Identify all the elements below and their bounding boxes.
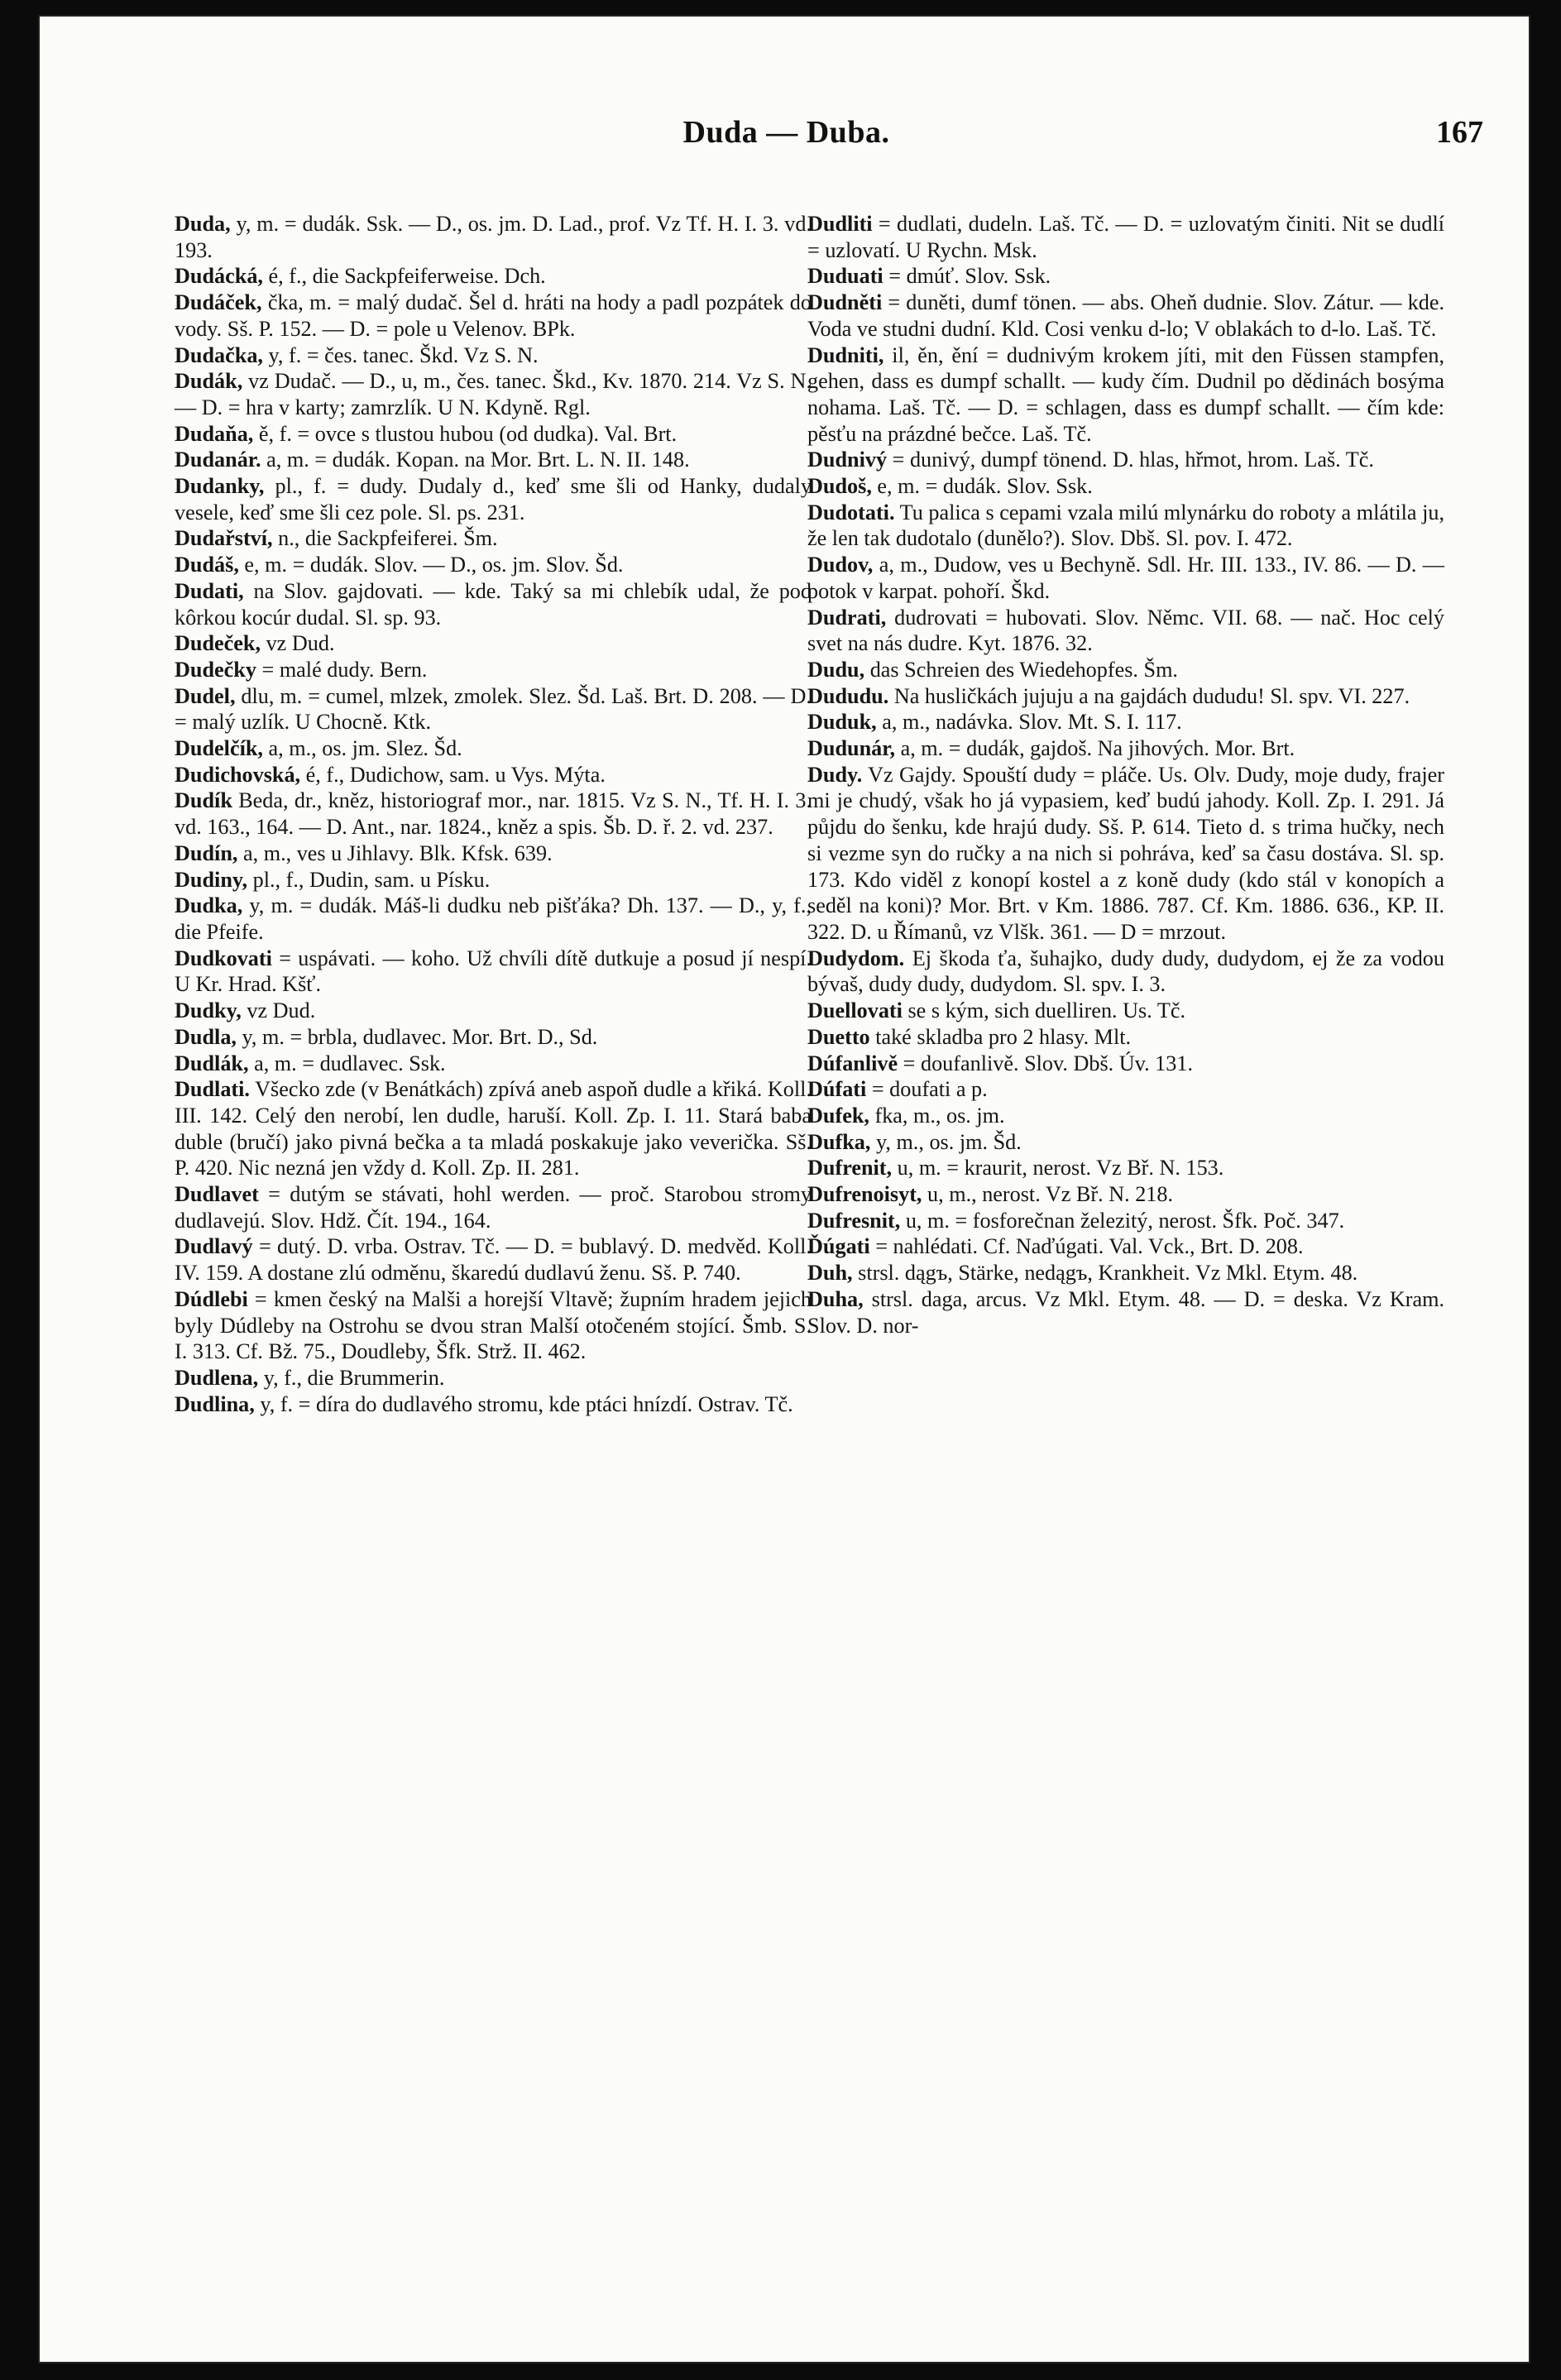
dictionary-entry [807,1208,1444,1234]
dictionary-entry [807,290,1444,342]
entry-definition: vz Dudač. — D., u, m., čes. tanec. Škd., Kv. 1870. 214. Vz S. N. — D. = hra v karty; zamrzlík. U N. Kdyně. Rgl. [175,369,812,419]
entry-headword: Dudečky [175,657,256,682]
entry-definition: strsl. daga, arcus. Vz Mkl. Etym. 48. — D. = deska. Vz Kram. Slov. D. nor- [807,1286,1444,1338]
entry-headword: Dudáček, [175,290,262,315]
dictionary-entry [175,1391,812,1418]
entry-headword: Duda, [175,212,231,236]
entry-definition: se s kým, sich duelliren. Us. Tč. [902,998,1186,1023]
dictionary-entry [807,1260,1444,1286]
entry-headword: Dudkovati [175,946,272,970]
entry-definition: u, m. = fosforečnan železitý, nerost. Šfk. Poč. 347. [900,1208,1345,1233]
entry-definition: vz Dud. [261,631,335,656]
entry-definition: Ej škoda ťa, šuhajko, dudy dudy, dudydom, ej že za vodou bývaš, dudy dudy, dudydom. Sl. spv. I. 3. [807,946,1444,997]
entry-definition: a, m. = dudák, gajdoš. Na jihových. Mor. Brt. [895,736,1295,761]
entry-definition: vz Dud. [241,998,316,1023]
entry-headword: Dudka, [175,893,243,918]
entry-definition: y, m., os. jm. Šd. [870,1129,1022,1154]
dictionary-entry [807,762,1444,946]
dictionary-entry [175,735,812,762]
entry-definition: u, m. = kraurit, nerost. Vz Bř. N. 153. [892,1156,1224,1180]
entry-definition: ě, f. = ovce s tlustou hubou (od dudka). Val. Brt. [253,421,678,446]
entry-headword: Dudniti, [807,342,884,367]
dictionary-entry [175,1181,812,1233]
entry-definition: strsl. dągъ, Stärke, nedągъ, Krankheit. Vz Mkl. Etym. 48. [852,1261,1358,1286]
entry-headword: Dudnivý [807,448,888,472]
right-column [807,211,1444,1338]
dictionary-entry [175,683,812,735]
entry-definition: = dmúť. Slov. Ssk. [883,264,1051,289]
entry-headword: Dúfanlivě [807,1051,898,1075]
dictionary-entry [807,447,1444,473]
entry-headword: Dúdlebi [175,1286,248,1311]
dictionary-entry [175,1051,812,1077]
entry-definition: Tu palica s cepami vzala milú mlynárku do roboty a mlátila ju, že len tak dudotalo (dunělo?). Slov. Dbš. Sl. pov. I. 472. [807,500,1444,551]
dictionary-entry [807,1103,1444,1129]
dictionary-entry [175,211,812,263]
dictionary-entry [175,421,812,448]
entry-definition: y, m. = dudák. Ssk. — D., os. jm. D. Lad., prof. Vz Tf. H. I. 3. vd. 193. [175,212,812,262]
entry-definition: = kmen český na Malši a horejší Vltavě; župním hradem jejich byly Dúdleby na Ostrohu se dvou stran Malší otočeném stojící. Šmb. S. I. 313. Cf. Bž. 75., Doudleby, Šfk. Strž. II. 462. [175,1286,812,1364]
dictionary-entry [807,735,1444,762]
dictionary-entry [807,500,1444,552]
entry-definition: čka, m. = malý dudač. Šel d. hráti na hody a padl pozpátek do vody. Sš. P. 152. — D. = pole u Velenov. BPk. [175,290,812,341]
entry-headword: Dudín, [175,840,238,865]
entry-definition: y, m. = dudák. Máš-li dudku neb pišťáka? Dh. 137. — D., y, f., die Pfeife. [175,893,812,944]
entry-headword: Dudy. [807,762,863,787]
entry-definition: dudrovati = hubovati. Slov. Němc. VII. 68. — nač. Hoc celý svet na nás dudre. Kyt. 1876. 32. [807,605,1444,656]
dictionary-entry [175,368,812,420]
dictionary-entry [807,1051,1444,1077]
page-header [89,114,1483,164]
entry-definition: u, m., nerost. Vz Bř. N. 218. [922,1182,1174,1207]
entry-headword: Duduati [807,264,883,289]
entry-headword: Dudák, [175,369,243,394]
entry-headword: Dudanár. [175,448,261,472]
entry-headword: Dudotati. [807,500,895,524]
dictionary-entry [807,1181,1444,1208]
dictionary-entry [175,1365,812,1391]
entry-headword: Dudlavet [175,1182,259,1207]
entry-headword: Duh, [807,1261,853,1286]
dictionary-entry [807,1233,1444,1260]
entry-headword: Duetto [807,1024,870,1049]
dictionary-entry [175,525,812,552]
entry-definition: = dutý. D. vrba. Ostrav. Tč. — D. = bublavý. D. medvěd. Koll. IV. 159. A dostane zlú odměnu, škaredú dudlavú ženu. Sš. P. 740. [175,1234,812,1286]
entry-headword: Dudlena, [175,1365,259,1390]
dictionary-entry [175,447,812,473]
entry-definition: n., die Sackpfeiferei. Šm. [272,526,498,551]
entry-definition: = doufanlivě. Slov. Dbš. Úv. 131. [898,1051,1194,1075]
entry-headword: Dudov, [807,553,874,577]
entry-headword: Dudlati. [175,1077,250,1102]
dictionary-entry [175,552,812,578]
entry-headword: Dudaňa, [175,421,254,446]
left-column [175,211,812,1417]
dictionary-entry [175,1233,812,1286]
entry-definition: pl., f., Dudin, sam. u Písku. [247,867,491,892]
entry-definition: a, m., os. jm. Slez. Šd. [262,736,462,761]
entry-definition: Všecko zde (v Benátkách) zpívá aneb aspoň dudle a křiká. Koll. III. 142. Celý den nerobí, len dudle, haruší. Koll. Zp. I. 11. Stará baba duble (bručí) jako pivná bečka a ta mladá poskakuje jako veverička. Sš. P. 420. Nic nezná jen vždy d. Koll. Zp. II. 281. [175,1077,812,1180]
entry-headword: Dudunár, [807,736,896,761]
entry-headword: Dudáš, [175,553,239,577]
dictionary-entry [807,946,1444,998]
dictionary-entry [175,1286,812,1365]
entry-definition: na Slov. gajdovati. — kde. Taký sa mi chlebík udal, že pod kôrkou kocúr dudal. Sl. sp. 93. [175,578,812,630]
entry-definition: = doufati a p. [866,1077,988,1102]
entry-definition: e, m. = dudák. Slov. Ssk. [871,474,1093,499]
dictionary-entry [807,342,1444,448]
dictionary-page [40,17,1529,2362]
running-title: Duda — Duba. [682,115,890,150]
entry-headword: Dudliti [807,212,873,236]
entry-headword: Dudoš, [807,474,872,499]
dictionary-entry [807,473,1444,500]
entry-headword: Dudněti [807,290,883,315]
dictionary-entry [175,473,812,525]
entry-headword: Dudel, [175,683,236,708]
entry-headword: Dudlina, [175,1391,255,1416]
dictionary-entry [175,946,812,998]
dictionary-entry [175,998,812,1024]
entry-headword: Dudu, [807,657,865,682]
dictionary-entry [175,578,812,630]
dictionary-entry [807,552,1444,604]
entry-definition: pl., f. = dudy. Dudaly d., keď sme šli od Hanky, dudaly vesele, keď sme šli cez pole. Sl. ps. 231. [175,474,812,524]
dictionary-entry [175,762,812,788]
entry-headword: Dudlák, [175,1051,249,1075]
entry-headword: Dudelčík, [175,736,263,761]
dictionary-entry [807,657,1444,683]
dictionary-entry [807,263,1444,290]
entry-definition: y, f. = díra do dudlavého stromu, kde ptáci hnízdí. Ostrav. Tč. [254,1391,793,1416]
entry-headword: Dududu. [807,683,889,708]
dictionary-entry [807,998,1444,1024]
dictionary-entry [175,342,812,369]
entry-definition: a, m., ves u Jihlavy. Blk. Kfsk. 639. [237,840,553,865]
entry-definition: y, f. = čes. tanec. Škd. Vz S. N. [262,342,539,367]
entry-headword: Dudla, [175,1024,237,1049]
entry-definition: fka, m., os. jm. [869,1103,1005,1128]
dictionary-entry [175,630,812,657]
entry-headword: Dudařství, [175,526,273,551]
dictionary-entry [807,1129,1444,1156]
dictionary-entry [175,893,812,945]
entry-headword: Dudrati, [807,605,887,630]
entry-headword: Dudichovská, [175,762,301,787]
entry-definition: = dunivý, dumpf tönend. D. hlas, hřmot, hrom. Laš. Tč. [887,448,1374,472]
entry-definition: e, m. = dudák. Slov. — D., os. jm. Slov. Šd. [238,553,624,577]
entry-definition: = malé dudy. Bern. [256,657,428,682]
entry-headword: Dudydom. [807,946,905,970]
entry-definition: a, m. = dudlavec. Ssk. [248,1051,446,1075]
entry-definition: také skladba pro 2 hlasy. Mlt. [869,1024,1132,1049]
entry-definition: a, m. = dudák. Kopan. na Mor. Brt. L. N. II. 148. [261,448,690,472]
entry-definition: é, f., Dudichow, sam. u Vys. Mýta. [300,762,606,787]
dictionary-entry [175,1076,812,1181]
entry-definition: a, m., nadávka. Slov. Mt. S. I. 117. [876,710,1182,735]
entry-headword: Duduk, [807,710,877,735]
entry-definition: a, m., Dudow, ves u Bechyně. Sdl. Hr. III. 133., IV. 86. — D. — potok v karpat. pohoří. Škd. [807,553,1444,603]
page-number: 167 [1436,115,1483,150]
dictionary-entry [175,788,812,840]
entry-headword: Dudík [175,788,232,813]
entry-definition: das Schreien des Wiedehopfes. Šm. [864,657,1178,682]
dictionary-entry [807,1024,1444,1051]
entry-headword: Dufrenoisyt, [807,1182,922,1207]
entry-definition: il, ěn, ění = dudnivým krokem jíti, mit den Füssen stampfen, gehen, dass es dumpf schallt. — kudy čím. Dudnil po dědinách bosýma nohama. Laš. Tč. — D. = schlagen, dass es dumpf schallt. — čím kde: pěsťu na prázdné bečce. Laš. Tč. [807,342,1444,446]
dictionary-entry [175,867,812,893]
entry-headword: Dúfati [807,1077,867,1102]
entry-headword: Dudácká, [175,264,263,289]
dictionary-entry [807,1076,1444,1103]
entry-headword: Dufka, [807,1129,871,1154]
entry-headword: Duellovati [807,998,903,1023]
entry-headword: Dudeček, [175,631,261,656]
entry-definition: = uspávati. — koho. Už chvíli dítě dutkuje a posud jí nespí. U Kr. Hrad. Kšť. [175,946,812,997]
dictionary-entry [807,1286,1444,1338]
entry-definition: y, f., die Brummerin. [258,1365,445,1390]
entry-headword: Dufresnit, [807,1208,901,1233]
dictionary-entry [807,1155,1444,1181]
entry-headword: Duha, [807,1286,864,1311]
dictionary-entry [175,840,812,867]
entry-headword: Dudati, [175,578,244,603]
entry-headword: Dudanky, [175,474,265,499]
entry-definition: é, f., die Sackpfeiferweise. Dch. [262,264,546,289]
entry-definition: = dutým se stávati, hohl werden. — proč. Starobou stromy dudlavejú. Slov. Hdž. Čít. 194., 164. [175,1182,812,1233]
entry-definition: Na husličkách jujuju a na gajdách dududu! Sl. spv. VI. 227. [888,683,1410,708]
entry-definition: Beda, dr., kněz, historiograf mor., nar. 1815. Vz S. N., Tf. H. I. 3. vd. 163., 164. — D. Ant., nar. 1824., kněz a spis. Šb. D. ř. 2. vd. 237. [175,788,812,840]
entry-definition: Vz Gajdy. Spouští dudy = pláče. Us. Olv. Dudy, moje dudy, frajer mi je chudý, však ho já vypasiem, keď budú jahody. Koll. Zp. I. 291. Já půjdu do šenku, kde hrajú dudy. Sš. P. 614. Tieto d. s trima hučky, nech si vezme syn do ručky a na nich si pohráva, keď sa času dostáva. Sl. sp. 173. Kdo viděl z konopí kostel a z koně dudy (kdo stál v konopích a seděl na koni)? Mor. Brt. v Km. 1886. 787. Cf. Km. 1886. 636., KP. II. 322. D. u Římanů, vz Vlšk. 361. — D = mrzout. [807,762,1444,944]
entry-headword: Dudačka, [175,342,263,367]
dictionary-entry [175,657,812,683]
dictionary-entry [175,290,812,342]
dictionary-entry [175,263,812,290]
entry-definition: y, m. = brbla, dudlavec. Mor. Brt. D., Sd. [236,1024,598,1049]
entry-headword: Dudiny, [175,867,248,892]
entry-headword: Dufrenit, [807,1156,893,1180]
entry-headword: Ďúgati [807,1234,870,1259]
dictionary-entry [807,605,1444,657]
entry-definition: = duněti, dumf tönen. — abs. Oheň dudnie. Slov. Zátur. — kde. Voda ve studni dudní. Kld. Cosi venku d-lo; V oblakách to d-lo. Laš. Tč. [807,290,1444,341]
entry-definition: dlu, m. = cumel, mlzek, zmolek. Slez. Šd. Laš. Brt. D. 208. — D. = malý uzlík. U Chocně. Ktk. [175,683,812,735]
entry-headword: Dufek, [807,1103,869,1128]
dictionary-entry [175,1024,812,1051]
entry-definition: = dudlati, dudeln. Laš. Tč. — D. = uzlovatým činiti. Nit se dudlí = uzlovatí. U Rychn. Msk. [807,212,1444,262]
dictionary-entry [807,211,1444,263]
dictionary-entry [807,709,1444,735]
dictionary-entry [807,683,1444,710]
entry-headword: Dudky, [175,998,242,1023]
entry-definition: = nahlédati. Cf. Naďúgati. Val. Vck., Brt. D. 208. [869,1234,1304,1259]
entry-headword: Dudlavý [175,1234,253,1259]
